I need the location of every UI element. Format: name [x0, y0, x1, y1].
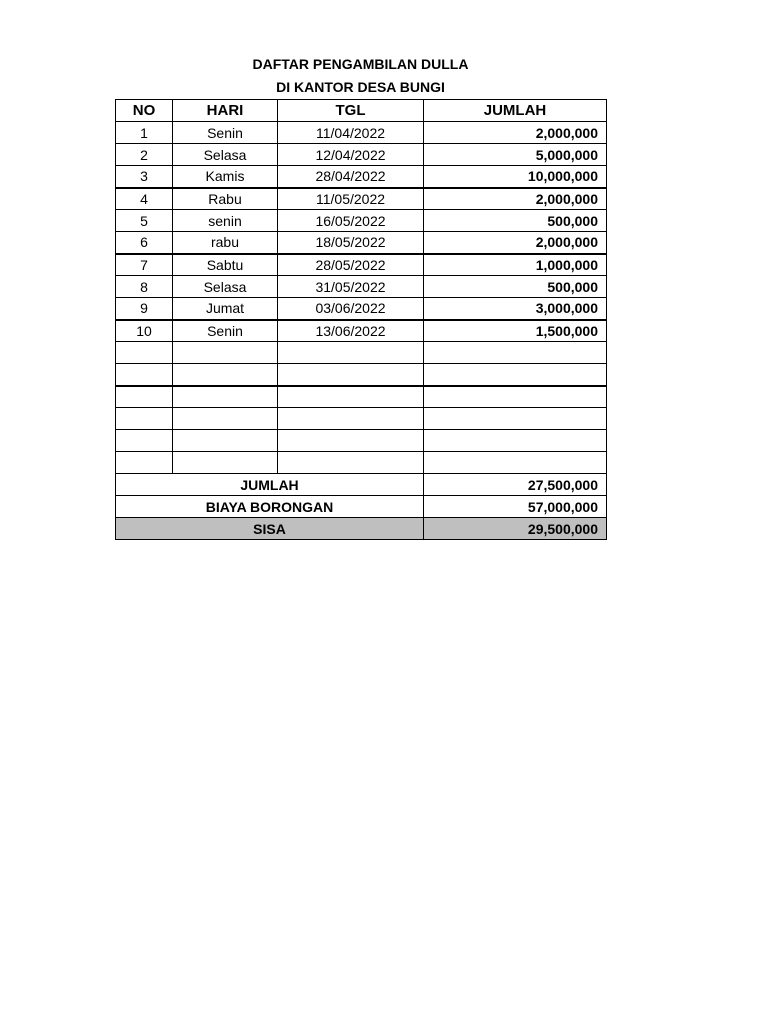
- table-row: [116, 298, 607, 320]
- cell-jumlah: 2,000,000: [424, 122, 607, 144]
- empty-cell: [278, 342, 424, 364]
- empty-cell: [424, 342, 607, 364]
- empty-cell: [173, 452, 278, 474]
- cell-tgl: 16/05/2022: [278, 210, 424, 232]
- cell-jumlah: 10,000,000: [424, 166, 607, 188]
- empty-cell: [116, 364, 173, 386]
- empty-cell: [173, 342, 278, 364]
- cell-no: 9: [116, 298, 173, 320]
- empty-row: [116, 430, 607, 452]
- cell-hari: Senin: [173, 122, 278, 144]
- contract-cost-value: 57,000,000: [424, 496, 607, 518]
- cell-jumlah: 3,000,000: [424, 298, 607, 320]
- empty-cell: [116, 452, 173, 474]
- cell-jumlah: 5,000,000: [424, 144, 607, 166]
- empty-cell: [278, 452, 424, 474]
- cell-tgl: 03/06/2022: [278, 298, 424, 320]
- empty-cell: [173, 364, 278, 386]
- empty-row: [116, 452, 607, 474]
- cell-hari: Senin: [173, 320, 278, 342]
- cell-tgl: 31/05/2022: [278, 276, 424, 298]
- empty-cell: [424, 430, 607, 452]
- cell-jumlah: 2,000,000: [424, 232, 607, 254]
- remainder-row: [116, 518, 607, 540]
- cell-hari: rabu: [173, 232, 278, 254]
- cell-jumlah: 1,500,000: [424, 320, 607, 342]
- contract-cost-row: [116, 496, 607, 518]
- empty-cell: [116, 430, 173, 452]
- empty-cell: [278, 408, 424, 430]
- cell-no: 1: [116, 122, 173, 144]
- cell-hari: Selasa: [173, 276, 278, 298]
- cell-jumlah: 500,000: [424, 210, 607, 232]
- cell-hari: senin: [173, 210, 278, 232]
- cell-hari: Rabu: [173, 188, 278, 210]
- cell-no: 2: [116, 144, 173, 166]
- empty-cell: [116, 408, 173, 430]
- header-hari: HARI: [173, 100, 278, 122]
- empty-cell: [424, 408, 607, 430]
- empty-cell: [173, 430, 278, 452]
- cell-no: 6: [116, 232, 173, 254]
- empty-row: [116, 386, 607, 408]
- header-tgl: TGL: [278, 100, 424, 122]
- empty-cell: [424, 452, 607, 474]
- cell-jumlah: 500,000: [424, 276, 607, 298]
- empty-cell: [116, 386, 173, 408]
- cell-no: 7: [116, 254, 173, 276]
- table-row: [116, 320, 607, 342]
- cell-jumlah: 1,000,000: [424, 254, 607, 276]
- empty-cell: [278, 364, 424, 386]
- table-row: [116, 188, 607, 210]
- document-title: DAFTAR PENGAMBILAN DULLA: [252, 56, 469, 72]
- empty-cell: [278, 386, 424, 408]
- table-row: [116, 122, 607, 144]
- header-row: [116, 100, 607, 122]
- empty-cell: [173, 408, 278, 430]
- cell-hari: Kamis: [173, 166, 278, 188]
- empty-row: [116, 408, 607, 430]
- cell-tgl: 18/05/2022: [278, 232, 424, 254]
- total-row: [116, 474, 607, 496]
- remainder-label: SISA: [116, 518, 424, 540]
- header-jumlah: JUMLAH: [424, 100, 607, 122]
- empty-cell: [278, 430, 424, 452]
- empty-cell: [173, 386, 278, 408]
- header-no: NO: [116, 100, 173, 122]
- table-row: [116, 210, 607, 232]
- cell-no: 10: [116, 320, 173, 342]
- cell-tgl: 12/04/2022: [278, 144, 424, 166]
- cell-no: 8: [116, 276, 173, 298]
- total-label: JUMLAH: [116, 474, 424, 496]
- empty-row: [116, 342, 607, 364]
- cell-tgl: 11/05/2022: [278, 188, 424, 210]
- document-subtitle: DI KANTOR DESA BUNGI: [276, 79, 445, 95]
- table-row: [116, 144, 607, 166]
- cell-tgl: 28/04/2022: [278, 166, 424, 188]
- cell-jumlah: 2,000,000: [424, 188, 607, 210]
- cell-no: 5: [116, 210, 173, 232]
- cell-no: 3: [116, 166, 173, 188]
- cell-tgl: 11/04/2022: [278, 122, 424, 144]
- empty-cell: [424, 386, 607, 408]
- cell-tgl: 28/05/2022: [278, 254, 424, 276]
- contract-cost-label: BIAYA BORONGAN: [116, 496, 424, 518]
- cell-hari: Jumat: [173, 298, 278, 320]
- table-row: [116, 232, 607, 254]
- table-row: [116, 254, 607, 276]
- table-row: [116, 276, 607, 298]
- empty-row: [116, 364, 607, 386]
- withdrawal-table: [115, 99, 607, 540]
- cell-hari: Selasa: [173, 144, 278, 166]
- cell-hari: Sabtu: [173, 254, 278, 276]
- cell-no: 4: [116, 188, 173, 210]
- empty-cell: [424, 364, 607, 386]
- remainder-value: 29,500,000: [424, 518, 607, 540]
- cell-tgl: 13/06/2022: [278, 320, 424, 342]
- empty-cell: [116, 342, 173, 364]
- table-row: [116, 166, 607, 188]
- total-value: 27,500,000: [424, 474, 607, 496]
